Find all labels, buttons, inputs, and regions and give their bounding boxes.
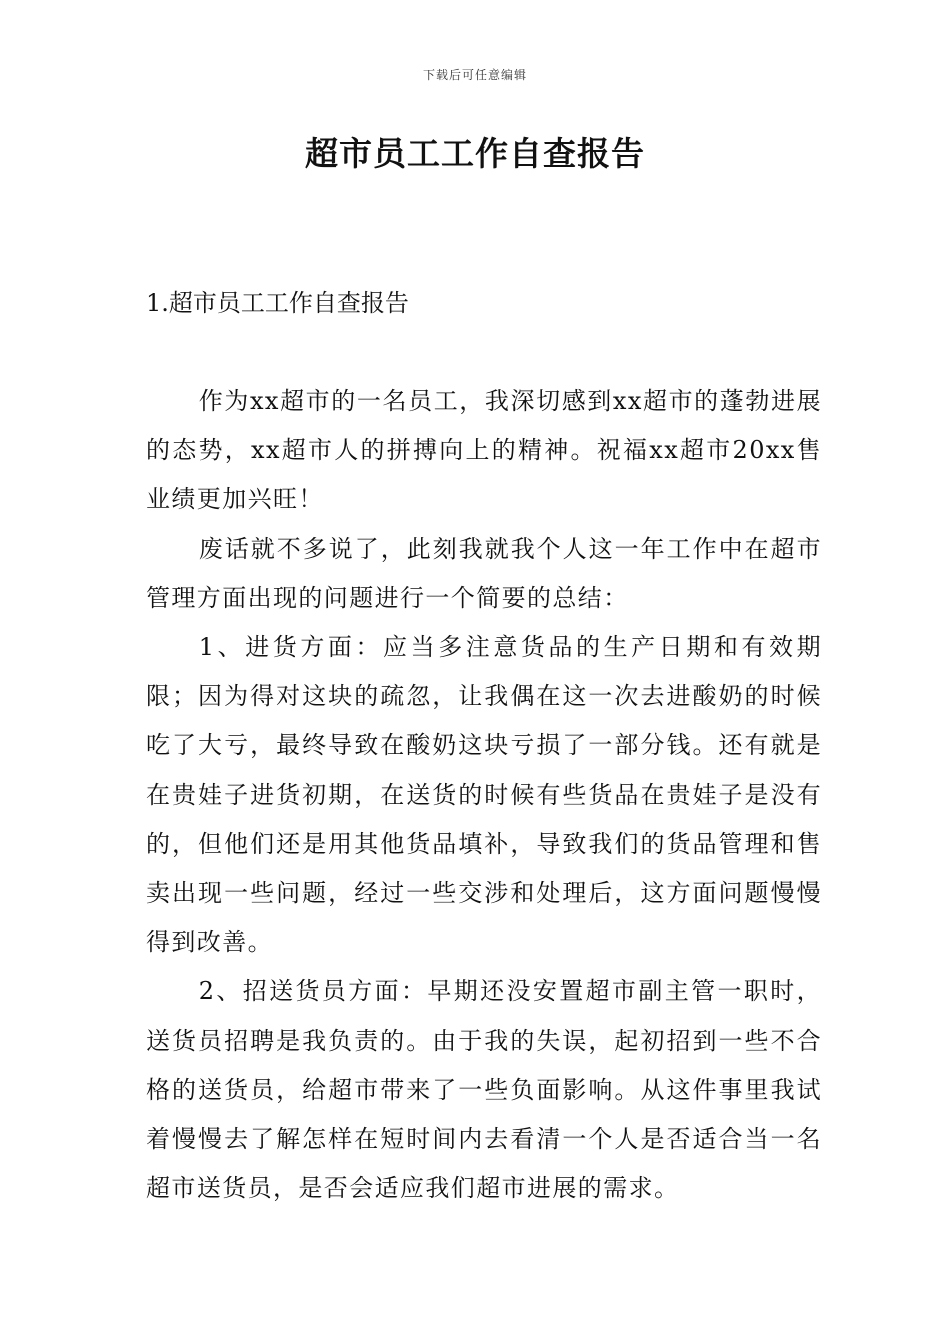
section-heading: 1.超市员工工作自查报告 (146, 289, 409, 317)
header-note: 下载后可任意编辑 (422, 68, 527, 82)
paragraph-summary-lead: 废话就不多说了，此刻我就我个人这一年工作中在超市管理方面出现的问题进行一个简要的总结： (146, 534, 822, 612)
body-text (146, 377, 822, 1213)
document-title: 超市员工工作自查报告 (305, 134, 645, 173)
paragraph-intro: 作为xx超市的一名员工，我深切感到xx超市的蓬勃进展的态势，xx超市人的拼搏向上的精神。祝福xx超市20xx售业绩更加兴旺！ (146, 387, 822, 514)
paragraph-hiring: 2、招送货员方面：早期还没安置超市副主管一职时，送货员招聘是我负责的。由于我的失误，起初招到一些不合格的送货员，给超市带来了一些负面影响。从这件事里我试着慢慢去了解怎样在短时间内去看清一个人是否适合当一名超市送货员，是否会适应我们超市进展的需求。 (146, 977, 822, 1203)
paragraph-purchasing: 1、进货方面：应当多注意货品的生产日期和有效期限；因为得对这块的疏忽，让我偶在这一次去进酸奶的时候吃了大亏，最终导致在酸奶这块亏损了一部分钱。还有就是在贵娃子进货初期，在送货的时候有些货品在贵娃子是没有的，但他们还是用其他货品填补，导致我们的货品管理和售卖出现一些问题，经过一些交涉和处理后，这方面问题慢慢得到改善。 (146, 633, 822, 957)
